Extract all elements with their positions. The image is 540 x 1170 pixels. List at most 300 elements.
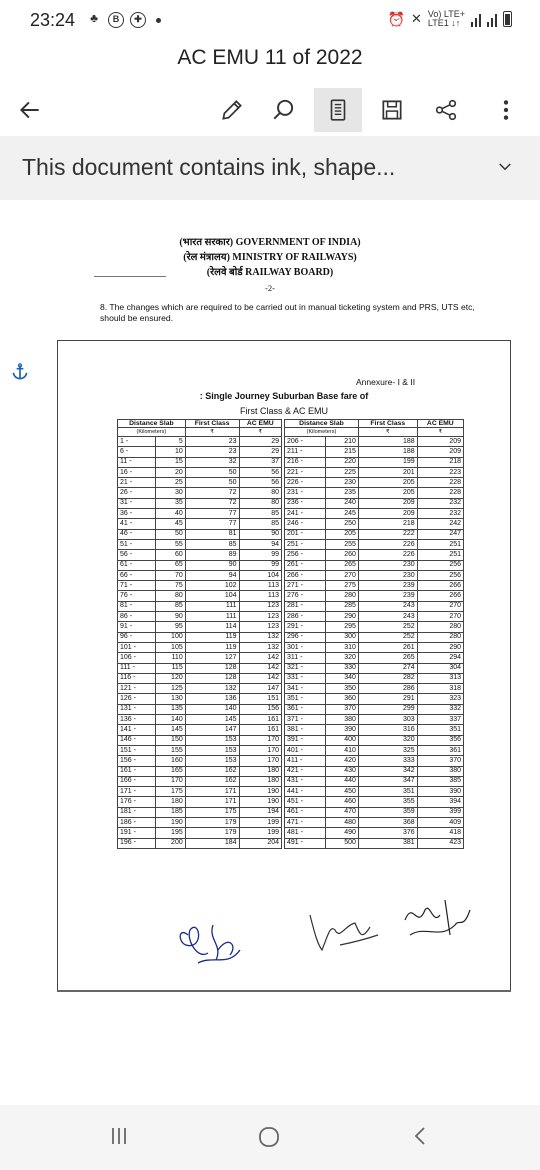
distance-from: 411 - <box>285 756 326 766</box>
distance-from: 241 - <box>285 509 326 519</box>
chevron-down-icon[interactable] <box>496 158 514 176</box>
table-row <box>118 776 282 786</box>
first-class-fare: 316 <box>358 725 417 735</box>
first-class-fare: 261 <box>358 642 417 652</box>
back-nav-button[interactable] <box>410 1125 432 1147</box>
first-class-fare: 209 <box>358 498 417 508</box>
first-class-fare: 274 <box>358 663 417 673</box>
distance-from: 391 - <box>285 735 326 745</box>
anchor-icon[interactable] <box>10 362 30 382</box>
signal-icon <box>471 11 481 27</box>
distance-from: 266 - <box>285 570 326 580</box>
table-row <box>285 509 464 519</box>
distance-from: 286 - <box>285 612 326 622</box>
distance-from: 276 - <box>285 591 326 601</box>
first-class-fare: 90 <box>185 560 239 570</box>
ac-emu-fare: 223 <box>417 467 463 477</box>
distance-to: 280 <box>326 591 359 601</box>
first-class-header: First Class <box>358 420 417 428</box>
first-class-fare: 265 <box>358 653 417 663</box>
distance-from: 491 - <box>285 838 326 848</box>
ink-notice-banner[interactable] <box>0 136 540 200</box>
distance-from: 321 - <box>285 663 326 673</box>
table-row <box>285 519 464 529</box>
first-class-fare: 381 <box>358 838 417 848</box>
banner-message: This document contains ink, shape... <box>22 154 396 180</box>
first-class-fare: 209 <box>358 509 417 519</box>
distance-from: 46 - <box>118 529 156 539</box>
first-class-fare: 282 <box>358 673 417 683</box>
first-class-fare: 23 <box>185 437 239 447</box>
first-class-fare: 102 <box>185 581 239 591</box>
distance-from: 291 - <box>285 622 326 632</box>
table-row <box>118 467 282 477</box>
ac-emu-fare: 80 <box>239 498 281 508</box>
distance-from: 371 - <box>285 715 326 725</box>
fare-table-right <box>284 419 464 849</box>
toolbar <box>0 86 540 134</box>
distance-from: 236 - <box>285 498 326 508</box>
ac-emu-fare: 142 <box>239 673 281 683</box>
distance-to: 100 <box>155 632 185 642</box>
first-class-fare: 85 <box>185 539 239 549</box>
distance-from: 181 - <box>118 807 156 817</box>
table-row <box>285 756 464 766</box>
ac-emu-fare: 247 <box>417 529 463 539</box>
first-class-fare: 153 <box>185 735 239 745</box>
ac-emu-fare: 113 <box>239 581 281 591</box>
first-class-fare: 188 <box>358 447 417 457</box>
table-row <box>118 766 282 776</box>
table-row <box>285 673 464 683</box>
table-row <box>118 807 282 817</box>
distance-from: 96 - <box>118 632 156 642</box>
distance-to: 135 <box>155 704 185 714</box>
table-row <box>118 437 282 447</box>
distance-from: 311 - <box>285 653 326 663</box>
first-class-fare: 299 <box>358 704 417 714</box>
table-row <box>118 673 282 683</box>
distance-to: 10 <box>155 447 185 457</box>
ac-emu-fare: 232 <box>417 498 463 508</box>
table-row <box>118 457 282 467</box>
table-row <box>285 478 464 488</box>
currency-label: ₹ <box>185 428 239 437</box>
ac-emu-fare: 270 <box>417 601 463 611</box>
distance-from: 471 - <box>285 817 326 827</box>
edit-pencil-icon <box>219 97 245 123</box>
distance-to: 95 <box>155 622 185 632</box>
first-class-fare: 153 <box>185 745 239 755</box>
clock: 23:24 <box>30 10 76 30</box>
fare-table-left <box>117 419 282 849</box>
more-options-button[interactable] <box>484 88 528 132</box>
first-class-fare: 226 <box>358 539 417 549</box>
first-class-fare: 94 <box>185 570 239 580</box>
distance-from: 441 - <box>285 787 326 797</box>
distance-from: 271 - <box>285 581 326 591</box>
ac-emu-header: AC EMU <box>239 420 281 428</box>
currency-label: ₹ <box>358 428 417 437</box>
distance-to: 450 <box>326 787 359 797</box>
signal-2-icon <box>487 11 497 27</box>
first-class-fare: 226 <box>358 550 417 560</box>
distance-from: 101 - <box>118 642 156 652</box>
first-class-fare: 376 <box>358 828 417 838</box>
first-class-fare: 205 <box>358 478 417 488</box>
distance-to: 150 <box>155 735 185 745</box>
distance-to: 490 <box>326 828 359 838</box>
share-button[interactable] <box>424 88 468 132</box>
first-class-fare: 128 <box>185 673 239 683</box>
first-class-fare: 127 <box>185 653 239 663</box>
table-row <box>285 787 464 797</box>
ac-emu-fare: 113 <box>239 591 281 601</box>
first-class-fare: 140 <box>185 704 239 714</box>
first-class-fare: 162 <box>185 776 239 786</box>
ac-emu-fare: 256 <box>417 570 463 580</box>
ac-emu-fare: 123 <box>239 622 281 632</box>
fare-rows-right <box>285 437 464 849</box>
distance-from: 61 - <box>118 560 156 570</box>
table-row <box>285 694 464 704</box>
table-row <box>118 694 282 704</box>
table-row <box>118 622 282 632</box>
distance-to: 255 <box>326 539 359 549</box>
ac-emu-fare: 80 <box>239 488 281 498</box>
recent-apps-button[interactable] <box>108 1125 130 1147</box>
table-row <box>285 437 464 447</box>
ac-emu-fare: 199 <box>239 828 281 838</box>
ac-emu-fare: 170 <box>239 735 281 745</box>
distance-header: Distance Slab <box>118 420 186 428</box>
table-row <box>285 642 464 652</box>
first-class-fare: 303 <box>358 715 417 725</box>
table-row <box>285 560 464 570</box>
first-class-fare: 119 <box>185 642 239 652</box>
distance-from: 231 - <box>285 488 326 498</box>
distance-to: 125 <box>155 684 185 694</box>
table-row <box>118 632 282 642</box>
document-title: AC EMU 11 of 2022 <box>177 46 363 69</box>
ac-emu-fare: 266 <box>417 591 463 601</box>
currency-label: ₹ <box>417 428 463 437</box>
annexure-subtitle: First Class & AC EMU <box>239 406 328 416</box>
ac-emu-fare: 313 <box>417 673 463 683</box>
ac-emu-fare: 94 <box>239 539 281 549</box>
distance-from: 341 - <box>285 684 326 694</box>
system-status <box>388 10 512 28</box>
unit-label: (Kilometers) <box>285 428 359 437</box>
distance-from: 301 - <box>285 642 326 652</box>
save-button[interactable] <box>370 88 414 132</box>
reading-mode-button[interactable] <box>314 88 362 132</box>
first-class-fare: 89 <box>185 550 239 560</box>
table-row <box>285 467 464 477</box>
distance-from: 66 - <box>118 570 156 580</box>
ac-emu-fare: 323 <box>417 694 463 704</box>
distance-to: 235 <box>326 488 359 498</box>
table-row <box>285 632 464 642</box>
distance-from: 111 - <box>118 663 156 673</box>
currency-label: ₹ <box>239 428 281 437</box>
ac-emu-fare: 251 <box>417 550 463 560</box>
distance-from: 206 - <box>285 437 326 447</box>
ac-emu-fare: 418 <box>417 828 463 838</box>
first-class-fare: 136 <box>185 694 239 704</box>
distance-to: 480 <box>326 817 359 827</box>
ac-emu-fare: 151 <box>239 694 281 704</box>
table-row <box>118 838 282 848</box>
distance-from: 131 - <box>118 704 156 714</box>
distance-from: 151 - <box>118 745 156 755</box>
first-class-fare: 368 <box>358 817 417 827</box>
first-class-fare: 179 <box>185 817 239 827</box>
distance-to: 350 <box>326 684 359 694</box>
first-class-fare: 32 <box>185 457 239 467</box>
first-class-fare: 111 <box>185 601 239 611</box>
distance-from: 331 - <box>285 673 326 683</box>
fare-rows-left <box>118 437 282 849</box>
ac-emu-fare: 161 <box>239 725 281 735</box>
distance-to: 410 <box>326 745 359 755</box>
distance-from: 21 - <box>118 478 156 488</box>
table-row <box>285 807 464 817</box>
distance-to: 25 <box>155 478 185 488</box>
ac-emu-fare: 266 <box>417 581 463 591</box>
first-class-fare: 184 <box>185 838 239 848</box>
distance-to: 295 <box>326 622 359 632</box>
table-row <box>285 488 464 498</box>
distance-from: 216 - <box>285 457 326 467</box>
table-row <box>118 591 282 601</box>
table-row <box>118 478 282 488</box>
distance-to: 160 <box>155 756 185 766</box>
letterhead-line-3: (रेलवे बोर्ड RAILWAY BOARD) <box>206 267 334 278</box>
distance-to: 215 <box>326 447 359 457</box>
distance-from: 71 - <box>118 581 156 591</box>
distance-to: 330 <box>326 663 359 673</box>
instruction-paragraph: 8. The changes which are required to be carried out in manual ticketing system and PRS, UTS etc, should be ensured. <box>100 302 475 323</box>
distance-from: 156 - <box>118 756 156 766</box>
more-vert-icon <box>493 97 519 123</box>
distance-to: 90 <box>155 612 185 622</box>
distance-from: 226 - <box>285 478 326 488</box>
distance-to: 260 <box>326 550 359 560</box>
table-row <box>118 570 282 580</box>
table-row <box>285 838 464 848</box>
ac-emu-fare: 161 <box>239 715 281 725</box>
distance-from: 81 - <box>118 601 156 611</box>
distance-to: 140 <box>155 715 185 725</box>
back-button[interactable] <box>8 88 52 132</box>
first-class-fare: 179 <box>185 828 239 838</box>
distance-to: 60 <box>155 550 185 560</box>
search-button[interactable] <box>262 88 306 132</box>
distance-to: 155 <box>155 745 185 755</box>
distance-from: 31 - <box>118 498 156 508</box>
table-row <box>285 735 464 745</box>
distance-to: 210 <box>326 437 359 447</box>
ac-emu-fare: 147 <box>239 684 281 694</box>
distance-from: 106 - <box>118 653 156 663</box>
ac-emu-fare: 194 <box>239 807 281 817</box>
distance-from: 261 - <box>285 560 326 570</box>
ac-emu-fare: 190 <box>239 797 281 807</box>
save-icon <box>379 97 405 123</box>
ac-emu-fare: 423 <box>417 838 463 848</box>
distance-to: 35 <box>155 498 185 508</box>
distance-to: 470 <box>326 807 359 817</box>
first-class-fare: 171 <box>185 797 239 807</box>
distance-to: 5 <box>155 437 185 447</box>
table-row <box>285 570 464 580</box>
table-row <box>118 735 282 745</box>
table-row <box>118 663 282 673</box>
distance-to: 115 <box>155 663 185 673</box>
first-class-fare: 355 <box>358 797 417 807</box>
distance-to: 420 <box>326 756 359 766</box>
distance-to: 500 <box>326 838 359 848</box>
distance-from: 351 - <box>285 694 326 704</box>
distance-to: 70 <box>155 570 185 580</box>
table-row <box>285 581 464 591</box>
table-row <box>118 756 282 766</box>
distance-to: 110 <box>155 653 185 663</box>
edit-button[interactable] <box>210 88 254 132</box>
distance-from: 461 - <box>285 807 326 817</box>
table-row <box>285 745 464 755</box>
table-row <box>285 684 464 694</box>
distance-from: 26 - <box>118 488 156 498</box>
first-class-fare: 50 <box>185 467 239 477</box>
distance-to: 300 <box>326 632 359 642</box>
distance-header: Distance Slab <box>285 420 359 428</box>
ac-emu-fare: 85 <box>239 509 281 519</box>
b-notification-icon: B <box>108 12 124 28</box>
table-row <box>118 817 282 827</box>
signature-3 <box>395 890 475 945</box>
reading-mode-icon <box>325 97 351 123</box>
scan-bottom-rule <box>57 990 511 992</box>
alarm-icon: ⏰ <box>387 10 405 27</box>
distance-from: 296 - <box>285 632 326 642</box>
distance-from: 451 - <box>285 797 326 807</box>
distance-to: 185 <box>155 807 185 817</box>
ac-emu-fare: 280 <box>417 622 463 632</box>
ac-emu-fare: 332 <box>417 704 463 714</box>
first-class-fare: 145 <box>185 715 239 725</box>
distance-to: 195 <box>155 828 185 838</box>
distance-to: 240 <box>326 498 359 508</box>
ac-emu-fare: 256 <box>417 560 463 570</box>
distance-to: 245 <box>326 509 359 519</box>
table-row <box>118 529 282 539</box>
table-row <box>285 817 464 827</box>
letterhead-rule <box>94 276 166 277</box>
ac-emu-fare: 337 <box>417 715 463 725</box>
ac-emu-fare: 156 <box>239 704 281 714</box>
ac-emu-fare: 318 <box>417 684 463 694</box>
distance-to: 320 <box>326 653 359 663</box>
first-class-fare: 291 <box>358 694 417 704</box>
distance-from: 281 - <box>285 601 326 611</box>
distance-to: 65 <box>155 560 185 570</box>
distance-to: 250 <box>326 519 359 529</box>
first-class-fare: 171 <box>185 787 239 797</box>
distance-from: 256 - <box>285 550 326 560</box>
table-row <box>285 622 464 632</box>
first-class-fare: 230 <box>358 570 417 580</box>
table-row <box>118 539 282 549</box>
ac-emu-fare: 280 <box>417 632 463 642</box>
battery-icon <box>503 11 512 27</box>
table-row <box>285 529 464 539</box>
table-row <box>285 828 464 838</box>
page-number: -2- <box>265 283 275 293</box>
first-class-fare: 132 <box>185 684 239 694</box>
table-row <box>285 663 464 673</box>
distance-from: 51 - <box>118 539 156 549</box>
annexure-title: : Single Journey Suburban Base fare of <box>199 391 369 401</box>
ac-emu-fare: 209 <box>417 437 463 447</box>
ac-emu-fare: 242 <box>417 519 463 529</box>
more-notifications-dot <box>156 18 161 23</box>
distance-from: 196 - <box>118 838 156 848</box>
distance-from: 421 - <box>285 766 326 776</box>
first-class-fare: 252 <box>358 622 417 632</box>
distance-from: 1 - <box>118 437 156 447</box>
distance-to: 15 <box>155 457 185 467</box>
ac-emu-fare: 56 <box>239 478 281 488</box>
table-row <box>118 498 282 508</box>
table-row <box>118 601 282 611</box>
distance-to: 270 <box>326 570 359 580</box>
first-class-fare: 50 <box>185 478 239 488</box>
home-button[interactable] <box>257 1125 281 1149</box>
network-label: Vo) LTE+ LTE1 ↓↑ <box>427 9 465 28</box>
distance-to: 265 <box>326 560 359 570</box>
distance-from: 126 - <box>118 694 156 704</box>
ac-emu-fare: 142 <box>239 663 281 673</box>
table-row <box>118 509 282 519</box>
ac-emu-fare: 199 <box>239 817 281 827</box>
table-row <box>285 539 464 549</box>
first-class-fare: 239 <box>358 581 417 591</box>
distance-from: 221 - <box>285 467 326 477</box>
distance-from: 161 - <box>118 766 156 776</box>
distance-from: 381 - <box>285 725 326 735</box>
distance-to: 145 <box>155 725 185 735</box>
ac-emu-fare: 123 <box>239 601 281 611</box>
table-row <box>285 715 464 725</box>
ac-emu-fare: 370 <box>417 756 463 766</box>
distance-from: 16 - <box>118 467 156 477</box>
search-icon <box>271 97 297 123</box>
first-class-fare: 201 <box>358 467 417 477</box>
first-class-fare: 77 <box>185 519 239 529</box>
ac-emu-fare: 99 <box>239 550 281 560</box>
distance-from: 361 - <box>285 704 326 714</box>
first-class-fare: 114 <box>185 622 239 632</box>
ac-emu-fare: 270 <box>417 612 463 622</box>
table-row <box>285 797 464 807</box>
table-row <box>118 519 282 529</box>
distance-from: 401 - <box>285 745 326 755</box>
ac-emu-fare: 99 <box>239 560 281 570</box>
ac-emu-fare: 104 <box>239 570 281 580</box>
first-class-header: First Class <box>185 420 239 428</box>
